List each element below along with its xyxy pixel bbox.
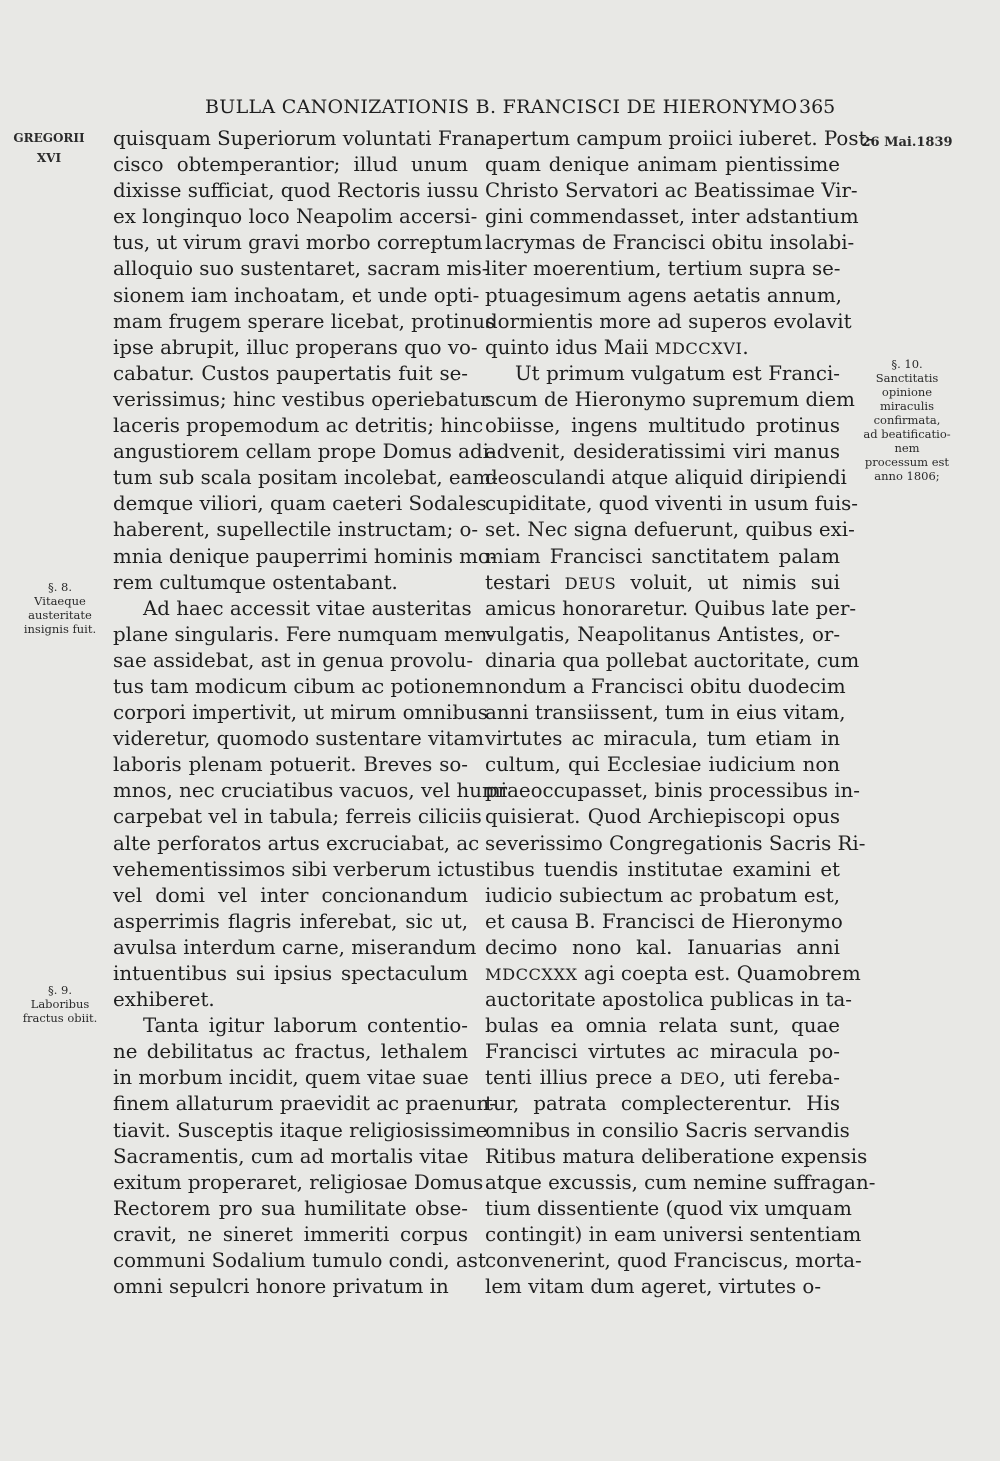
text-line: rem cultumque ostentabant. — [113, 570, 398, 594]
text-line: haberent, supellectile instructam; o- — [113, 518, 479, 542]
margin-pope-name — [4, 131, 94, 165]
text-line: MDCCXXX agi coepta est. Quamobrem — [485, 962, 861, 985]
text-line: videretur, quomodo sustentare vitam — [113, 727, 485, 751]
text-line: virtutes ac miracula, tum etiam in — [485, 727, 840, 751]
text-line: alloquio suo sustentaret, sacram mis- — [113, 257, 489, 281]
text-line: in morbum incidit, quem vitae suae — [113, 1066, 469, 1090]
text-line: ptuagesimum agens aetatis annum, — [485, 283, 842, 307]
note-9-line: Laboribus — [30, 997, 90, 1011]
margin-note-section-8 — [20, 580, 100, 636]
text-line: laceris propemodum ac detritis; hinc — [113, 414, 484, 438]
note-9-line: §. 9. — [47, 983, 73, 997]
text-line: Ad haec accessit vitae austeritas — [143, 596, 472, 620]
text-line: communi Sodalium tumulo condi, ast — [113, 1249, 486, 1273]
text-line: Ut primum vulgatum est Franci- — [515, 361, 840, 385]
text-line: dormientis more ad superos evolavit — [485, 309, 852, 333]
text-line: exhiberet. — [113, 988, 215, 1012]
text-line: dinaria qua pollebat auctoritate, cum — [485, 648, 860, 672]
text-line: et causa B. Francisci de Hieronymo — [485, 909, 843, 933]
text-line: cabatur. Custos paupertatis fuit se- — [113, 361, 468, 385]
date-line: 26 Mai.1839 — [861, 135, 953, 150]
text-line: intuentibus sui ipsius spectaculum — [113, 962, 468, 985]
text-line: vehementissimos sibi verberum ictus — [113, 857, 486, 881]
text-line: quam denique animam pientissime — [485, 153, 840, 177]
text-line: quisierat. Quod Archiepiscopi opus — [485, 805, 840, 829]
text-line: Christo Servatori ac Beatissimae Vir- — [485, 179, 858, 203]
note-10-line: anno 1806; — [874, 469, 940, 483]
text-line: lacrymas de Francisci obitu insolabi- — [485, 231, 855, 255]
text-line: demque viliori, quam caeteri Sodales — [113, 492, 487, 516]
text-line: angustiorem cellam prope Domus adi- — [113, 440, 496, 464]
running-title: BULLA CANONIZATIONIS B. FRANCISCI DE HIERONYMO — [205, 96, 798, 118]
text-line: convenerint, quod Franciscus, morta- — [485, 1249, 862, 1273]
note-10-line: §. 10. — [891, 357, 923, 371]
text-line: dixisse sufficiat, quod Rectoris iussu — [113, 179, 479, 203]
text-line: bulas ea omnia relata sunt, quae — [485, 1014, 840, 1038]
note-8-line: insignis fuit. — [23, 622, 97, 636]
text-line: exitum properaret, religiosae Domus — [113, 1170, 484, 1194]
note-8-line: Vitaeque — [34, 594, 86, 608]
text-line: corpori impertivit, ut mirum omnibus — [113, 701, 488, 725]
text-line: carpebat vel in tabula; ferreis ciliciis — [113, 805, 482, 829]
text-line: tum sub scala positam incolebat, eam- — [113, 466, 498, 490]
text-line: advenit, desideratissimi viri manus — [485, 440, 840, 464]
note-10-line: miraculis — [879, 399, 935, 413]
text-line: alte perforatos artus excruciabat, ac — [113, 831, 480, 855]
text-line: mam frugem sperare licebat, protinus — [113, 309, 496, 333]
note-10-line: ad beatificatio- — [863, 427, 951, 441]
text-line: cupiditate, quod viventi in usum fuis- — [485, 492, 858, 516]
text-line: tibus tuendis institutae examini et — [485, 857, 840, 881]
text-line: tenti illius prece a DEO, uti fereba- — [485, 1066, 840, 1090]
text-line: liter moerentium, tertium supra se- — [485, 257, 841, 281]
text-line: ipse abrupit, illuc properans quo vo- — [113, 335, 478, 359]
text-line: sae assidebat, ast in genua provolu- — [113, 648, 474, 672]
margin-note-section-10 — [852, 357, 962, 483]
text-line: severissimo Congregationis Sacris Ri- — [485, 831, 866, 855]
note-10-line: opinione — [881, 385, 933, 399]
note-10-line: Sanctitatis — [875, 371, 939, 385]
margin-note-section-9 — [20, 983, 100, 1025]
text-line: scum de Hieronymo supremum diem — [485, 387, 855, 411]
note-10-line: confirmata, — [873, 413, 941, 427]
text-line: set. Nec signa defuerunt, quibus exi- — [485, 518, 855, 542]
text-line: contingit) in eam universi sententiam — [485, 1222, 862, 1246]
text-line: tus tam modicum cibum ac potionem — [113, 674, 485, 698]
text-line: sionem iam inchoatam, et unde opti- — [113, 283, 480, 307]
pope-name-line: GREGORII — [13, 131, 85, 145]
pope-number-line: XVI — [36, 151, 62, 165]
text-line: deosculandi atque aliquid diripiendi — [485, 466, 847, 490]
text-line: mnos, nec cruciatibus vacuos, vel humi — [113, 779, 508, 803]
text-line: quinto idus Maii MDCCXVI. — [485, 335, 749, 359]
text-line: vel domi vel inter concionandum — [113, 883, 468, 907]
text-line: tium dissentiente (quod vix umquam — [485, 1196, 852, 1220]
text-line: nondum a Francisci obitu duodecim — [485, 674, 846, 698]
text-line: omnibus in consilio Sacris servandis — [485, 1118, 850, 1142]
text-line: Rectorem pro sua humilitate obse- — [113, 1196, 468, 1220]
note-8-line: §. 8. — [47, 580, 73, 594]
text-line: praeoccupasset, binis processibus in- — [485, 779, 860, 803]
text-line: avulsa interdum carne, miserandum — [113, 935, 477, 959]
note-8-line: austeritate — [28, 608, 92, 622]
note-9-line: fractus obiit. — [22, 1011, 98, 1025]
text-line: iudicio subiectum ac probatum est, — [485, 883, 840, 907]
text-line: cisco obtemperantior; illud unum — [113, 153, 468, 177]
text-line: laboris plenam potuerit. Breves so- — [113, 753, 468, 777]
text-line: Francisci virtutes ac miracula po- — [485, 1040, 840, 1064]
right-text-column — [485, 126, 876, 1300]
text-line: cravit, ne sineret immeriti corpus — [113, 1222, 468, 1246]
text-line: quisquam Superiorum voluntati Fran- — [113, 127, 493, 150]
text-line: miam Francisci sanctitatem palam — [485, 544, 840, 568]
text-line: vulgatis, Neapolitanus Antistes, or- — [485, 622, 840, 646]
text-line: Tanta igitur laborum contentio- — [143, 1014, 468, 1038]
text-line: testari DEUS voluit, ut nimis sui — [485, 570, 841, 594]
note-10-line: nem — [894, 441, 920, 455]
text-line: ne debilitatus ac fractus, lethalem — [113, 1040, 468, 1064]
text-line: tiavit. Susceptis itaque religiosissime — [113, 1118, 488, 1142]
text-line: obiisse, ingens multitudo protinus — [485, 414, 840, 438]
text-line: auctoritate apostolica publicas in ta- — [485, 988, 852, 1012]
page-number: 365 — [799, 96, 836, 118]
text-line: lem vitam dum ageret, virtutes o- — [485, 1275, 822, 1299]
text-line: ex longinquo loco Neapolim accersi- — [113, 205, 478, 229]
note-10-line: processum est — [864, 455, 950, 469]
text-line: finem allaturum praevidit ac praenun- — [113, 1092, 496, 1116]
left-text-column — [113, 126, 508, 1300]
text-line: Ritibus matura deliberatione expensis — [485, 1144, 868, 1168]
text-line: cultum, qui Ecclesiae iudicium non — [485, 753, 840, 777]
text-line: gini commendasset, inter adstantium — [485, 205, 859, 229]
text-line: omni sepulcri honore privatum in — [113, 1275, 449, 1299]
text-line: atque excussis, cum nemine suffragan- — [485, 1170, 876, 1194]
text-line: tus, ut virum gravi morbo correptum — [113, 231, 483, 255]
text-line: apertum campum proiici iuberet. Post- — [485, 127, 874, 150]
text-line: asperrimis flagris inferebat, sic ut, — [113, 909, 468, 933]
text-line: verissimus; hinc vestibus operiebatur — [113, 387, 490, 411]
text-line: plane singularis. Fere numquam men- — [113, 622, 494, 646]
text-line: mnia denique pauperrimi hominis mo- — [113, 544, 497, 568]
text-line: anni transiissent, tum in eius vitam, — [485, 701, 846, 725]
text-line: decimo nono kal. Ianuarias anni — [485, 935, 840, 959]
text-line: amicus honoraretur. Quibus late per- — [485, 596, 857, 620]
text-line: Sacramentis, cum ad mortalis vitae — [113, 1144, 469, 1168]
text-line: tur, patrata complecterentur. His — [485, 1092, 840, 1116]
